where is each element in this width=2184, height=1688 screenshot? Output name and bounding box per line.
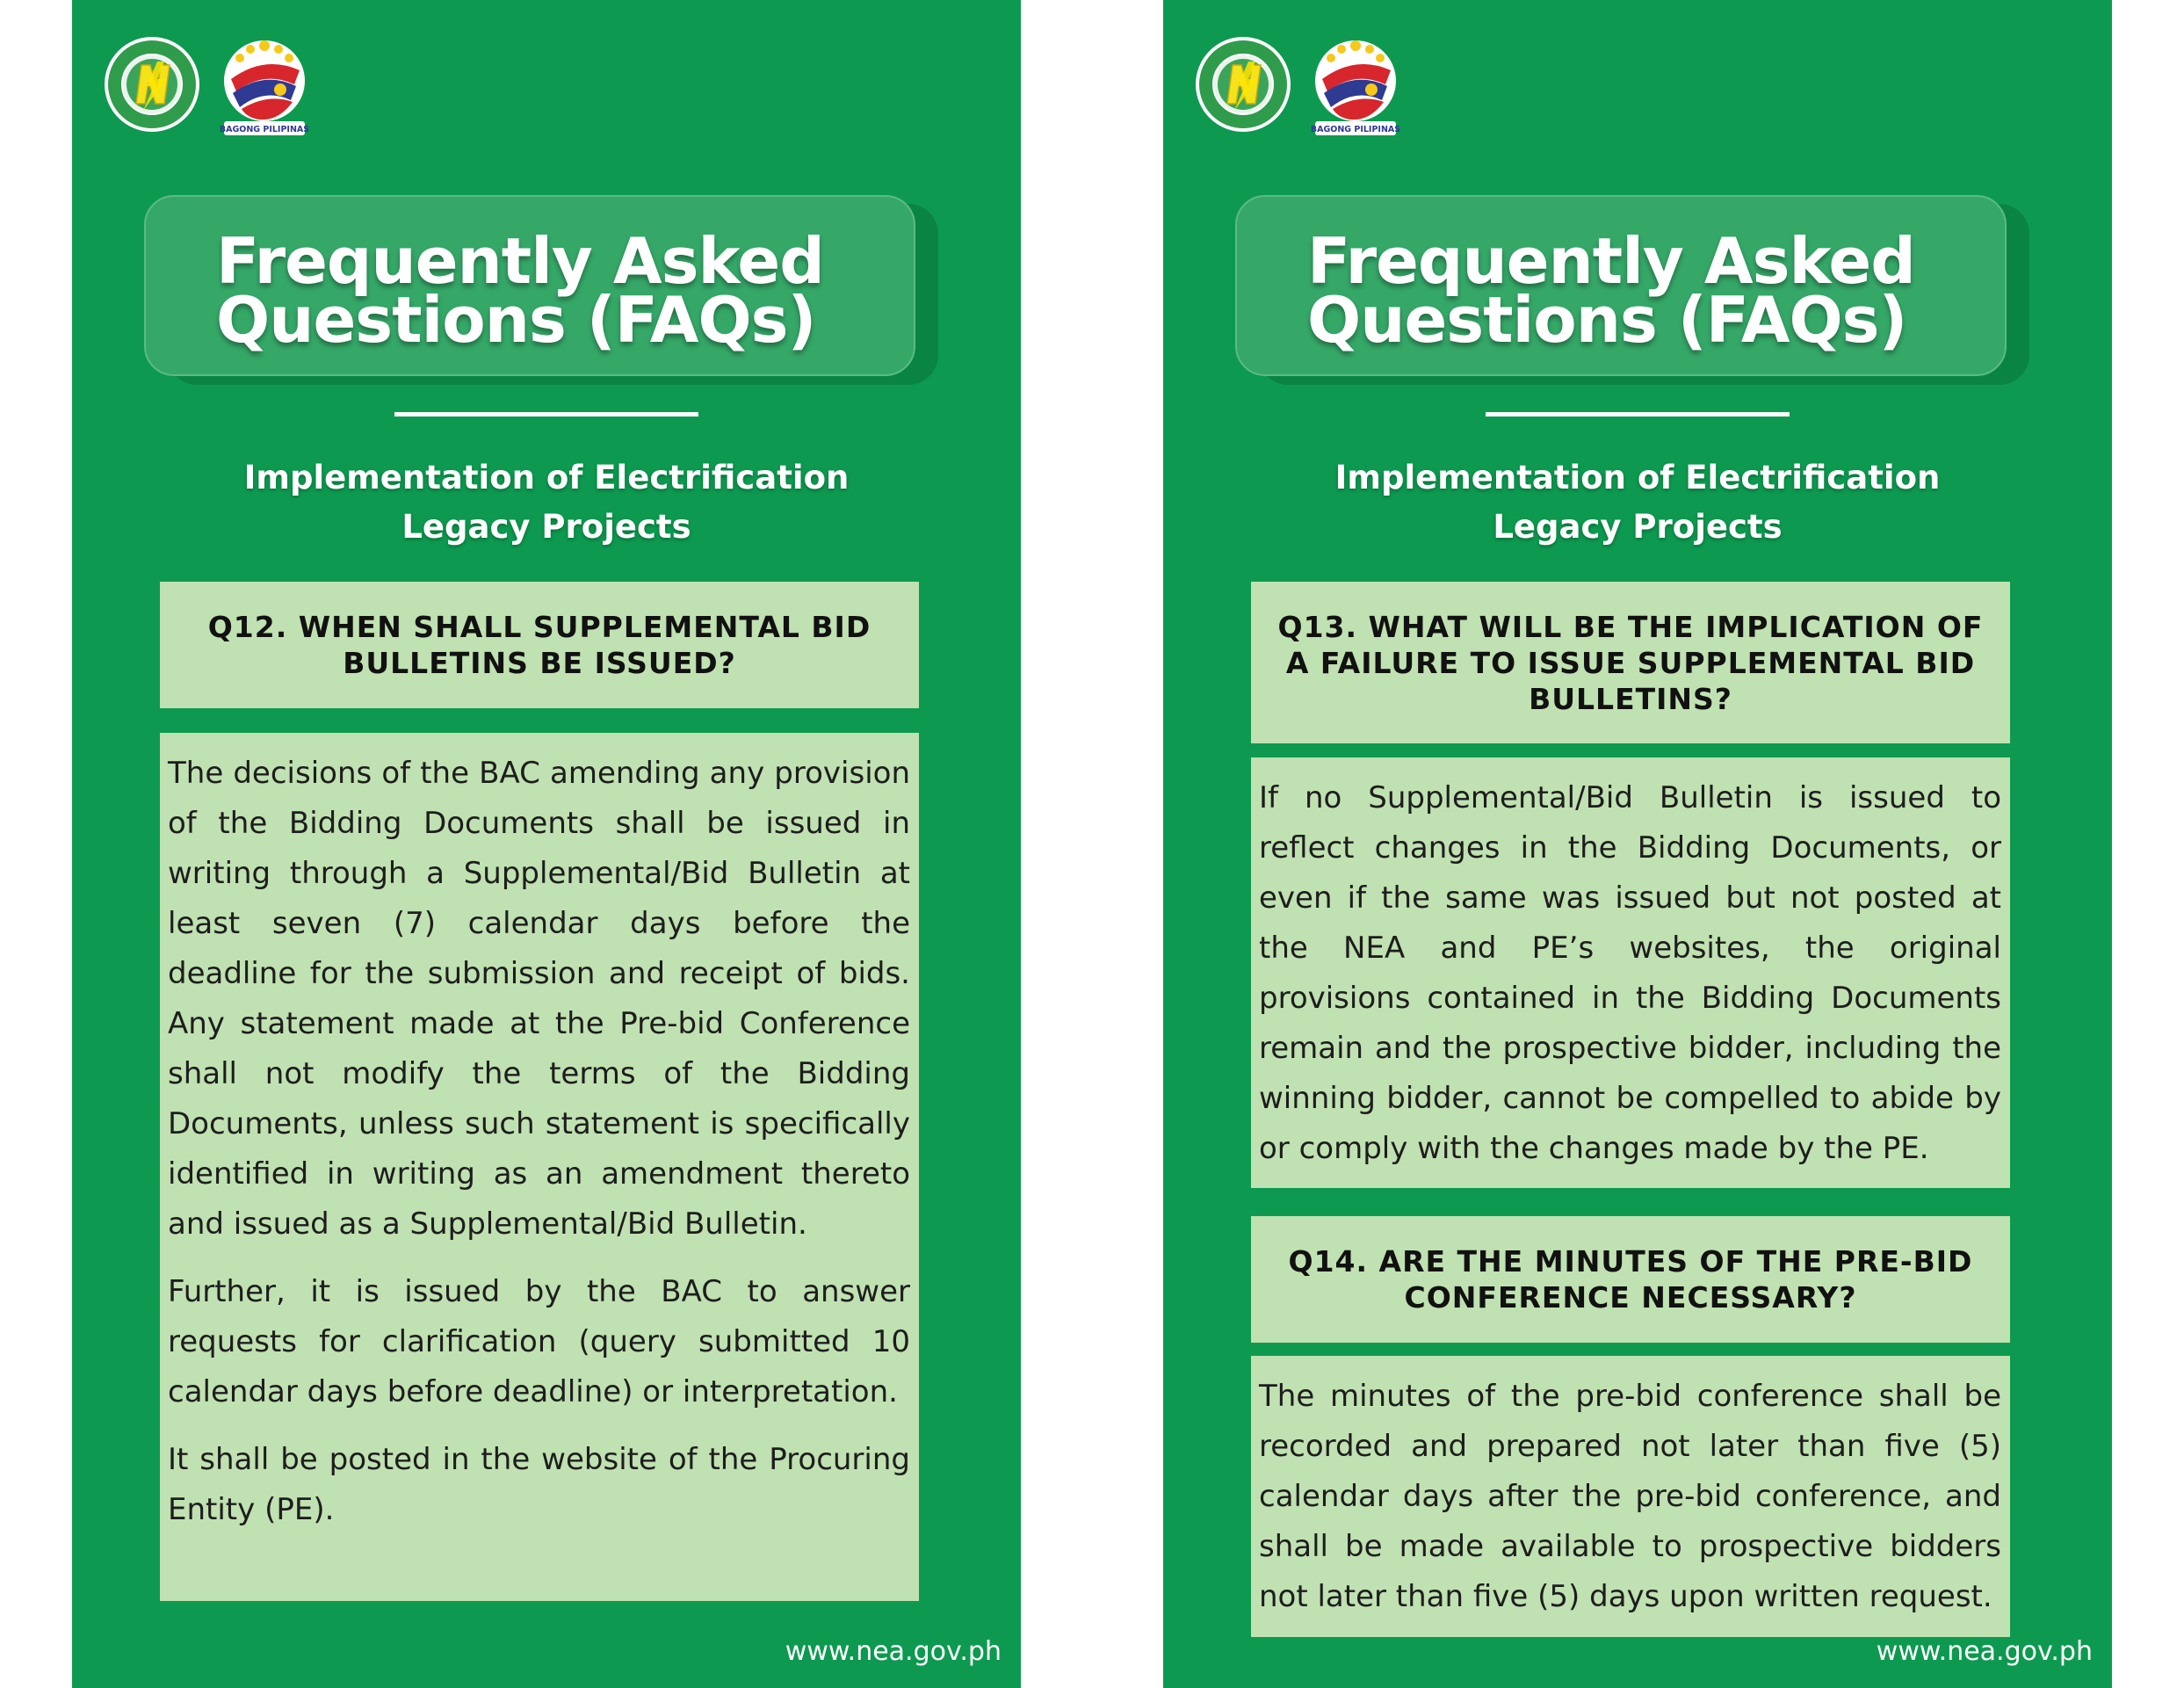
bagong-pilipinas-logo-icon (1306, 35, 1405, 139)
answer-card-q13 (1251, 757, 2010, 1188)
title-card (1235, 195, 2007, 376)
nea-logo-icon (103, 35, 201, 134)
answer-paragraph: The decisions of the BAC amending any provision of the Bidding Documents shall be issued in writing through a Supplemental/Bid Bulletin at least seven (7) calendar days before the deadline for the submission and receipt of bids. Any statement made at the Pre-bid Conference shall not modify the terms of the Bidding Documents, unless such statement is specifically identified in writing as an amendment thereto and issued as a Supplemental/Bid Bulletin. (168, 756, 910, 1242)
answer-paragraph: The minutes of the pre-bid conference shall be recorded and prepared not later than five (5) calendar days after the pre-bid conference, and shall be made available to prospective bidders not later than five (5) days upon written request. (1259, 1379, 2001, 1614)
title-divider (1486, 412, 1790, 417)
subtitle-line2: Legacy Projects (1493, 508, 1783, 546)
subtitle-line2: Legacy Projects (401, 508, 691, 546)
answer-card-q12 (160, 733, 919, 1601)
answer-paragraph: Further, it is issued by the BAC to answer requests for clarification (query submitted 10 calendar days before deadline) or interpretation. (168, 1274, 910, 1409)
logo-group (1194, 35, 1405, 141)
question-card-q14 (1251, 1216, 2010, 1343)
question-text: Q13. WHAT WILL BE THE IMPLICATION OF A FAILURE TO ISSUE SUPPLEMENTAL BID BULLETINS? (1277, 609, 1984, 716)
faq-panel-right (1163, 0, 2112, 1688)
answer-paragraph: If no Supplemental/Bid Bulletin is issued to reflect changes in the Bidding Documents, or even if the same was issued but not posted at the NEA and PE’s websites, the original provisions contained in the Bidding Documents remain and the prospective bidder, including the winning bidder, cannot be compelled to abide by or comply with the changes made by the PE. (1259, 780, 2001, 1166)
question-card-q13 (1251, 582, 2010, 743)
subtitle-line1: Implementation of Electrification (243, 459, 850, 496)
title-card (144, 195, 915, 376)
answer-card-q14 (1251, 1356, 2010, 1637)
faq-panel-left (72, 0, 1021, 1688)
page-title-line1: Frequently Asked (1307, 224, 1915, 298)
logo-group (103, 35, 314, 141)
question-text: Q12. WHEN SHALL SUPPLEMENTAL BID BULLETINS BE ISSUED? (207, 610, 871, 680)
question-card-q12 (160, 582, 919, 708)
svg-text:BAGONG PILIPINAS: BAGONG PILIPINAS (219, 125, 310, 134)
page-title-line2: Questions (FAQs) (1307, 283, 1907, 357)
nea-logo-icon (1194, 35, 1292, 134)
page-title-line1: Frequently Asked (216, 224, 824, 298)
question-text: Q14. ARE THE MINUTES OF THE PRE-BID CONFERENCE NECESSARY? (1288, 1244, 1973, 1315)
footer-website-link[interactable]: www.nea.gov.ph (785, 1636, 1002, 1667)
subtitle-line1: Implementation of Electrification (1334, 459, 1941, 496)
footer-website-link[interactable]: www.nea.gov.ph (1876, 1636, 2093, 1667)
answer-paragraph: It shall be posted in the website of the Procuring Entity (PE). (168, 1442, 910, 1527)
svg-text:BAGONG PILIPINAS: BAGONG PILIPINAS (1310, 125, 1401, 134)
bagong-pilipinas-logo-icon (215, 35, 314, 139)
page-title-line2: Questions (FAQs) (216, 283, 816, 357)
title-divider (394, 412, 698, 417)
